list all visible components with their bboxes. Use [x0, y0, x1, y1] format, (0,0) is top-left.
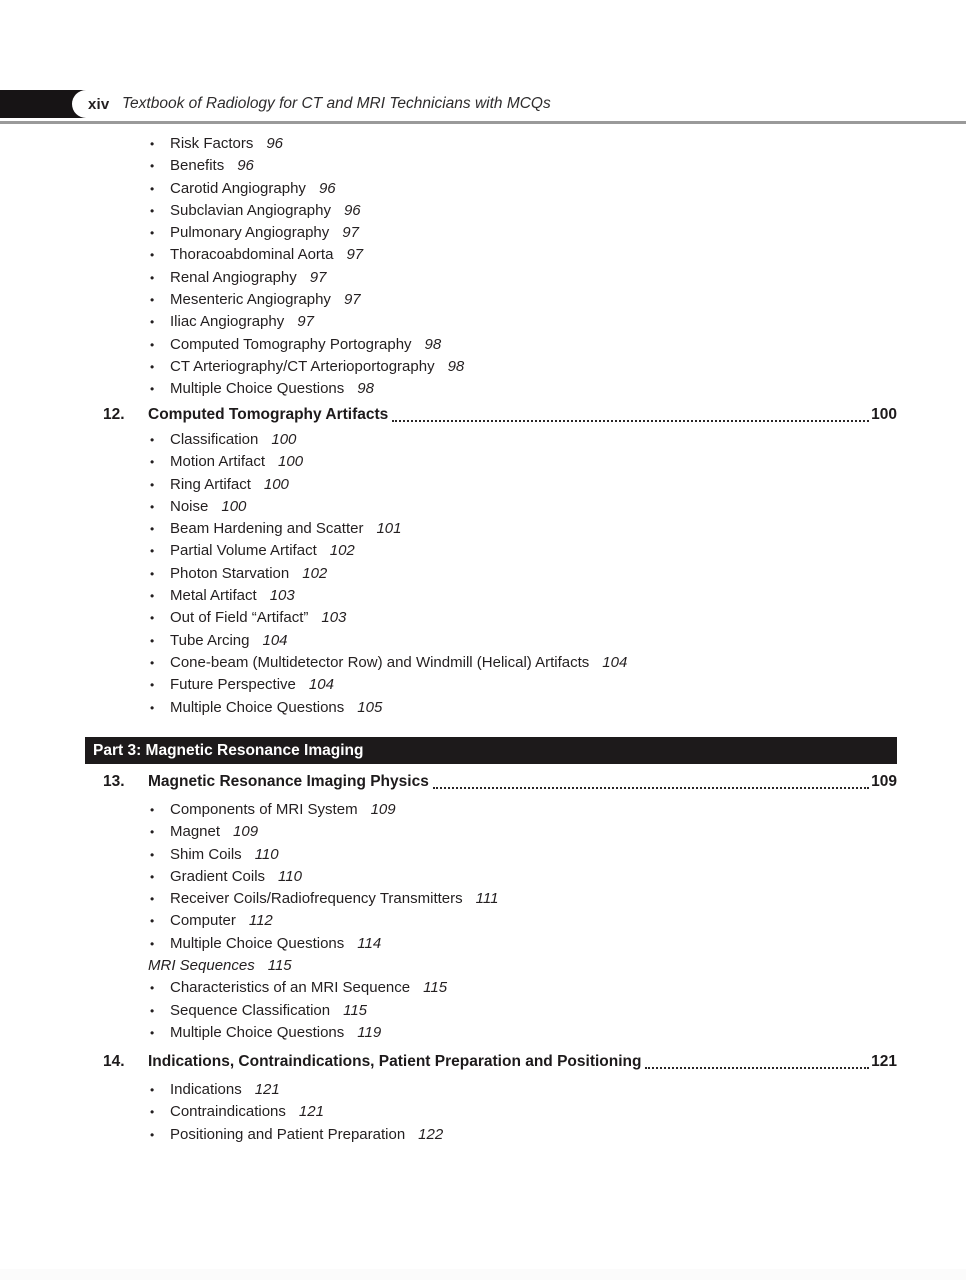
dot-leader [392, 420, 869, 422]
chapter-title: Magnetic Resonance Imaging Physics [148, 773, 429, 790]
toc-item-page: 98 [447, 357, 465, 375]
toc-item-page: 96 [266, 135, 284, 152]
toc-item-page: 100 [278, 453, 304, 471]
toc-list-angiography [150, 133, 464, 401]
toc-item-label: Motion Artifact [170, 453, 266, 471]
toc-item-row [150, 585, 627, 607]
bullet-icon: • [150, 611, 155, 626]
toc-item-page: 98 [424, 335, 442, 353]
header-rule [0, 121, 966, 124]
toc-item-label: Receiver Coils/Radiofrequency Transmitters [170, 890, 463, 908]
bullet-icon: • [150, 203, 155, 218]
toc-item-row [150, 451, 627, 473]
chapter-title: Computed Tomography Artifacts [148, 406, 389, 423]
toc-item-row [150, 933, 498, 955]
toc-item-page: 96 [237, 157, 254, 175]
toc-item-page: 109 [233, 823, 259, 841]
toc-item-row [150, 474, 627, 496]
bullet-icon: • [150, 1025, 155, 1040]
toc-item-label: Computer [170, 912, 236, 930]
toc-item-label: Metal Artifact [170, 587, 257, 605]
toc-item-label: Risk Factors [170, 135, 254, 152]
part-3-banner: Part 3: Magnetic Resonance Imaging [85, 737, 897, 764]
toc-item-page: 104 [308, 676, 334, 694]
chapter-13-heading [103, 770, 897, 794]
toc-item-label: Future Perspective [170, 676, 296, 694]
toc-item-label: Partial Volume Artifact [170, 542, 317, 560]
bullet-icon: • [150, 803, 155, 817]
toc-item-row [150, 356, 464, 378]
toc-item-label: Components of MRI System [170, 801, 358, 818]
toc-item-page: 101 [376, 520, 402, 538]
toc-item-page: 119 [357, 1023, 382, 1041]
toc-item-row [150, 244, 464, 266]
bullet-icon: • [150, 981, 155, 996]
toc-item-page: 115 [267, 957, 292, 975]
toc-item-label: Sequence Classification [170, 1001, 331, 1019]
toc-item-row [150, 289, 464, 311]
chapter-number: 12. [103, 406, 125, 423]
chapter-number: 14. [103, 1053, 125, 1070]
toc-item-page: 121 [298, 1103, 324, 1121]
chapter-page: 100 [871, 406, 897, 423]
toc-item-row [150, 563, 627, 585]
bullet-icon: • [150, 847, 155, 862]
toc-item-label: Benefits [170, 157, 225, 175]
toc-item-row [150, 674, 627, 696]
toc-item-page: 97 [346, 246, 364, 264]
bullet-icon: • [150, 181, 155, 196]
toc-list-chapter-14 [150, 1079, 443, 1146]
toc-item-row [150, 378, 464, 400]
toc-item-label: Carotid Angiography [170, 179, 306, 197]
toc-item-label: Pulmonary Angiography [170, 224, 330, 242]
bullet-icon: • [150, 589, 155, 604]
toc-item-page: 121 [254, 1081, 280, 1098]
toc-item-label: MRI Sequences [148, 957, 255, 975]
bullet-icon: • [150, 522, 155, 537]
bullet-icon: • [150, 892, 155, 907]
toc-item-page: 112 [248, 912, 273, 930]
toc-item-label: Magnet [170, 823, 221, 841]
toc-item-page: 97 [342, 224, 359, 242]
toc-item-page: 110 [254, 845, 279, 863]
toc-item-row [150, 222, 464, 244]
bullet-icon: • [150, 544, 155, 559]
toc-item-label: Shim Coils [170, 845, 242, 863]
toc-item-page: 104 [602, 653, 628, 671]
bullet-icon: • [150, 869, 155, 884]
toc-item-label: Positioning and Patient Preparation [170, 1125, 406, 1143]
bullet-icon: • [150, 248, 155, 263]
bullet-icon: • [150, 633, 155, 648]
toc-item-label: Renal Angiography [170, 268, 297, 286]
toc-item-row [150, 1000, 498, 1022]
toc-item-label: Characteristics of an MRI Sequence [170, 979, 411, 997]
chapter-14-heading [103, 1050, 897, 1074]
toc-item-row [150, 630, 627, 652]
bullet-icon: • [150, 566, 155, 581]
toc-item-label: Multiple Choice Questions [170, 380, 345, 398]
toc-item-page: 97 [297, 313, 314, 331]
toc-item-label: CT Arteriography/CT Arterioportography [170, 357, 435, 375]
toc-item-row [150, 977, 498, 999]
bullet-icon: • [150, 337, 155, 352]
toc-item-page: 100 [271, 431, 297, 448]
chapter-title: Indications, Contraindications, Patient Preparation and Positioning [148, 1053, 642, 1070]
toc-item-page: 110 [278, 867, 302, 885]
toc-item-page: 115 [343, 1001, 368, 1019]
bullet-icon: • [150, 1003, 155, 1018]
toc-item-label: Photon Starvation [170, 564, 290, 582]
toc-item-row [150, 888, 498, 910]
toc-item-row [150, 697, 627, 719]
toc-subheading-row [148, 955, 498, 977]
toc-list-chapter-13 [150, 799, 498, 1044]
toc-item-page: 103 [321, 609, 347, 627]
toc-item-page: 111 [475, 890, 499, 908]
toc-item-label: Contraindications [170, 1103, 286, 1121]
toc-item-page: 97 [343, 291, 361, 309]
toc-item-label: Subclavian Angiography [170, 201, 331, 219]
toc-item-page: 102 [302, 564, 328, 582]
dot-leader [433, 787, 869, 789]
bullet-icon: • [150, 270, 155, 285]
toc-item-page: 100 [221, 497, 247, 515]
toc-item-label: Classification [170, 431, 259, 448]
toc-item-row [150, 910, 498, 932]
toc-item-page: 114 [357, 934, 382, 952]
toc-item-label: Ring Artifact [170, 475, 251, 493]
toc-item-row [150, 334, 464, 356]
toc-item-label: Tube Arcing [170, 631, 250, 649]
toc-item-row [150, 155, 464, 177]
bullet-icon: • [150, 382, 155, 397]
toc-item-page: 96 [343, 201, 361, 219]
toc-item-row [150, 1124, 443, 1146]
bullet-icon: • [150, 159, 155, 174]
toc-item-row [150, 821, 498, 843]
toc-item-row [150, 540, 627, 562]
bullet-icon: • [150, 477, 155, 492]
toc-item-label: Noise [170, 497, 209, 515]
dot-leader [645, 1067, 869, 1069]
bullet-icon: • [150, 936, 155, 951]
chapter-page: 109 [871, 773, 897, 790]
chapter-page: 121 [871, 1053, 897, 1070]
toc-item-label: Multiple Choice Questions [170, 698, 345, 716]
bullet-icon: • [150, 655, 155, 670]
bullet-icon: • [150, 1105, 155, 1120]
toc-item-row [150, 429, 627, 451]
toc-item-label: Computed Tomography Portography [170, 335, 412, 353]
toc-item-row [150, 496, 627, 518]
bullet-icon: • [150, 359, 155, 374]
toc-item-row [150, 518, 627, 540]
toc-item-row [150, 1079, 443, 1101]
bullet-icon: • [150, 293, 155, 308]
bullet-icon: • [150, 433, 155, 447]
bullet-icon: • [150, 678, 155, 693]
bullet-icon: • [150, 226, 155, 241]
toc-item-label: Iliac Angiography [170, 313, 285, 331]
toc-item-page: 122 [418, 1125, 444, 1143]
toc-item-row [150, 866, 498, 888]
toc-item-page: 105 [357, 698, 383, 716]
toc-list-chapter-12 [150, 429, 627, 719]
toc-item-row [150, 178, 464, 200]
toc-item-page: 109 [370, 801, 396, 818]
bullet-icon: • [150, 499, 155, 514]
toc-item-label: Thoracoabdominal Aorta [170, 246, 334, 264]
bullet-icon: • [150, 315, 155, 330]
toc-item-label: Out of Field “Artifact” [170, 609, 309, 627]
toc-item-label: Mesenteric Angiography [170, 291, 331, 309]
bullet-icon: • [150, 700, 155, 715]
toc-item-row [150, 267, 464, 289]
toc-item-page: 97 [309, 268, 327, 286]
bullet-icon: • [150, 1127, 155, 1142]
page-bottom-edge [0, 1269, 966, 1280]
chapter-12-heading [103, 403, 897, 427]
toc-item-row [150, 133, 464, 155]
toc-item-label: Indications [170, 1081, 242, 1098]
toc-item-label: Cone-beam (Multidetector Row) and Windmill (Helical) Artifacts [170, 653, 590, 671]
page-folio: xiv [88, 95, 110, 113]
toc-item-page: 98 [357, 380, 374, 398]
running-book-title: Textbook of Radiology for CT and MRI Technicians with MCQs [122, 95, 551, 112]
toc-item-page: 103 [269, 587, 295, 605]
bullet-icon: • [150, 825, 155, 840]
toc-item-row [150, 652, 627, 674]
toc-item-page: 115 [423, 979, 448, 997]
bullet-icon: • [150, 455, 155, 470]
toc-item-page: 104 [262, 631, 288, 649]
toc-item-page: 102 [329, 542, 355, 560]
toc-item-row [150, 311, 464, 333]
toc-item-row [150, 1101, 443, 1123]
toc-item-row [150, 844, 498, 866]
chapter-number: 13. [103, 773, 125, 790]
toc-item-label: Beam Hardening and Scatter [170, 520, 364, 538]
toc-item-row [150, 1022, 498, 1044]
toc-item-row [150, 200, 464, 222]
toc-item-label: Multiple Choice Questions [170, 1023, 345, 1041]
toc-item-row [150, 607, 627, 629]
toc-item-row [150, 799, 498, 821]
toc-item-page: 100 [263, 475, 289, 493]
toc-item-page: 96 [318, 179, 336, 197]
toc-item-label: Multiple Choice Questions [170, 934, 345, 952]
bullet-icon: • [150, 914, 155, 929]
bullet-icon: • [150, 137, 155, 151]
toc-item-label: Gradient Coils [170, 867, 266, 885]
bullet-icon: • [150, 1083, 155, 1097]
